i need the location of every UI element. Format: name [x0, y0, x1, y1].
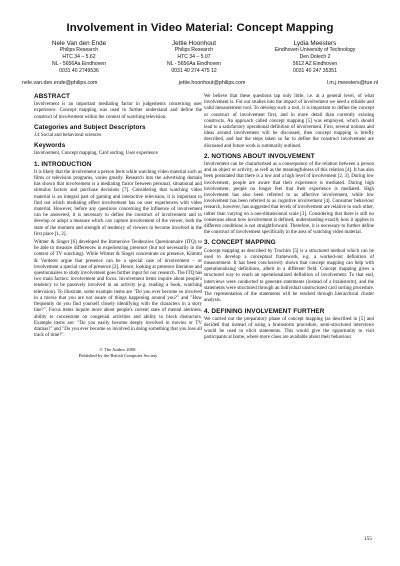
- introduction-paragraph-2: Witmer & Singer [6] developed the Immersive Tendencies Questionnaire (ITQ) to be able to measure differences in experiencing presence (but not necessarily in the context of TV watching). While Witmer & Singer concentrate on presence, Klimmt & Vorderer argue that presence can be a special case of involvement – or involvement a special case of presence [2]. Hence, looking at presence literature and questionnaires to study involvement goes further input for our research. The ITQ has two main factors: involvement and focus. Involvement items inquire about people's tendency to be passively involved in an activity (e.g. reading a book, watching television). To illustrate, some example items are "Do you ever become so involved in a movie that you are not aware of things happening around you?" and "How frequently do you find yourself closely identifying with the characters in a story line?". Focus items inquire more about people's current state of mental alertness, ability to concentrate on congenial activities and ability to block distractors. Example items are: "Do you easily become deeply involved in movies or TV dramas?" and "Do you ever become so involved in doing something that you lose all track of time?".: [34, 240, 202, 339]
- categories-text: J.4 Social and behavioral sciences: [34, 133, 102, 139]
- section-2-text: Involvement can be characterised as a consequence of the relation between a person and an object or activity, as well as the meaningfulness of this relation [4]. It has also been postulated that there is a low and a high level of involvement [2, 3]. During low involvement, people are aware that their experience is mediated. During high involvement, people no longer feel that their experience is mediated. High involvement has also been referred to as affective involvement, while low involvement has been referred to as cognitive involvement [4]. Consumer behaviour research, however, has suggested that levels of involvement are relative to each other, rather than varying on a one-dimensional scale [3]. Considering that there is still no consensus about how involvement is defined, understanding exactly how it applies to different conditions is not straightforward. Therefore, it is necessary to further define the construct of involvement specifically in the area of watching video material.: [204, 162, 374, 236]
- page-number: 155: [363, 536, 372, 542]
- introduction-paragraph-1: It is likely that the involvement a person feels while watching video material such as films or television programs, varies greatly. Research into the advertising domain has shown that involvement is a mediating factor between personal, situational and stimulus factors and purchase decisions [7]. Considering that watching video material is an integral part of gaming and interactive television, it is important to find out which mediating effect involvement has on user experiences with video material. However, before any questions concerning the influence of involvement can be answered, it is necessary to define the construct of involvement and to develop or adopt a measure which can capture involvement of the viewer, both the state of the moment and strength of tendency of viewers to become involved in the first place [1, 2].: [34, 169, 202, 237]
- intro-continuation: We believe that these questions tap only little, i.e. at a general level, of what involvement is. For our studies into the impact of involvement we need a reliable and valid measurement tool. To develop such a tool, it is important to define the concept or construct of involvement first, and in more detail than currently existing constructs. An approach called concept mapping [5] was employed, which should lead to a satisfactory operational definition of involvement. First, several notions and ideas around involvement will be discussed, then concept mapping is briefly described, and last the steps taken so far to define the construct involvement are discussed and future work is summarily outlined.: [204, 94, 374, 149]
- author-1: [30, 40, 128, 74]
- author-block: [30, 40, 370, 74]
- author-phone: 0031 40 247 35351: [293, 67, 337, 74]
- section-3-heading: 3. CONCEPT MAPPING: [204, 239, 276, 247]
- author-address: HTC 34 – 5.62: [62, 54, 96, 61]
- author-phone: 0031 40 274 475 12: [171, 67, 217, 74]
- introduction-heading: 1. INTRODUCTION: [34, 160, 92, 168]
- publisher-line: Published by the British Computer Society: [78, 353, 158, 359]
- author-city: NL - 5656Aa Eindhoven: [52, 60, 106, 67]
- paper-title: Involvement in Video Material: Concept Mapping: [66, 22, 334, 34]
- author-address: HTC 34 – 5.07: [177, 54, 211, 61]
- copyright-notice: [34, 347, 202, 359]
- author-city: NL - 5656Aa Eindhoven: [167, 60, 221, 67]
- abstract-text: Involvement is an important mediating factor in judgements concerning user experience. Concept mapping was used to further understand and define the construct of involvement within the context of watching television.: [34, 102, 202, 120]
- section-4-heading: 4. DEFINING INVOLVEMENT FURTHER: [204, 307, 325, 315]
- author-2: [145, 40, 243, 74]
- author-city: 5612 AZ Eindhoven: [292, 60, 338, 67]
- author-org: Eindhoven University of Technology: [274, 47, 356, 54]
- email-3: l.m.j.meesters@tue.nl: [326, 80, 378, 86]
- right-column: [204, 94, 374, 344]
- section-4-text: We carried out the preparatory phase of concept mapping (as described in [5] and decided that instead of using a brainstorm procedure, semi-structured interviews would be used to elicit statements. This would give the opportunity to visit participants at home, where more clues are available about their behaviour: [204, 316, 374, 341]
- author-org: Philips Research: [174, 47, 214, 54]
- abstract-heading: ABSTRACT: [34, 93, 70, 100]
- keywords-heading: Keywords: [34, 142, 66, 150]
- keywords-text: Involvement, Concept mapping, Card sorting, User experience: [34, 151, 158, 157]
- section-2-heading: 2. NOTIONS ABOUT INVOLVEMENT: [204, 152, 315, 160]
- author-3: [260, 40, 370, 74]
- author-phone: 0031 40 2749536: [59, 67, 99, 74]
- email-2: jettie.hoonhout@philips.com: [178, 80, 246, 86]
- section-3-text: Concept mapping as described by Trochim [5] is a structured method which can be used to develop a conceptual framework, e.g. a worked-out definition of measurement. It has been conclusively shown that concept mapping can help with operationalising definitions, albeit in a different field. Concept mapping gives a structured way to reach an operationalized definition of involvement. To that end, interviews were conducted to generate statements (instead of a brainstorm), and the statements were structured through an individual unstructured card sorting procedure. The representation of the statements will be reached through hierarchical cluster analysis.: [204, 248, 374, 304]
- author-org: Philips Research: [59, 47, 99, 54]
- author-address: Den Dolech 2: [299, 54, 331, 61]
- left-column: [34, 94, 202, 359]
- email-1: nele.van.den.ende@philips.com: [22, 80, 98, 86]
- author-name: Jettie Hoonhout: [171, 40, 217, 47]
- author-name: Lydia Meesters: [293, 40, 337, 47]
- categories-heading: Categories and Subject Descriptors: [34, 123, 146, 131]
- author-emails: [22, 80, 378, 86]
- author-name: Nele Van den Ende: [51, 40, 107, 47]
- copyright-line: © The Author 2008.: [99, 347, 137, 353]
